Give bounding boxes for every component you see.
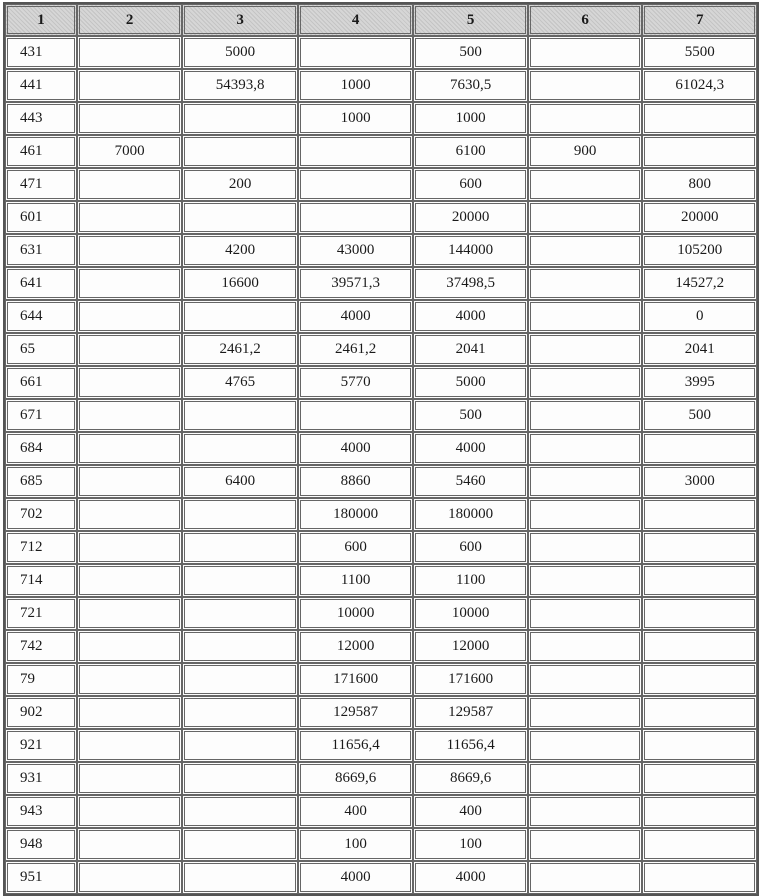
table-cell: 2041 (642, 333, 757, 366)
table-row (5, 729, 757, 762)
table-cell: 500 (413, 399, 528, 432)
table-row (5, 531, 757, 564)
table-cell (182, 861, 298, 894)
account-code-cell: 471 (5, 168, 77, 201)
table-cell (182, 828, 298, 861)
account-code-cell: 951 (5, 861, 77, 894)
header-row (5, 4, 757, 36)
table-cell (182, 399, 298, 432)
table-cell (182, 663, 298, 696)
table-row (5, 333, 757, 366)
table-cell: 100 (298, 828, 414, 861)
table-cell: 171600 (298, 663, 414, 696)
table-cell: 200 (182, 168, 298, 201)
table-cell (182, 696, 298, 729)
table-cell (642, 663, 757, 696)
table-row (5, 630, 757, 663)
table-cell (528, 168, 643, 201)
account-code-cell: 601 (5, 201, 77, 234)
account-code-cell: 684 (5, 432, 77, 465)
table-cell (642, 102, 757, 135)
table-cell (77, 234, 182, 267)
table-cell: 1000 (413, 102, 528, 135)
table-cell (77, 465, 182, 498)
table-cell: 500 (642, 399, 757, 432)
table-cell: 10000 (413, 597, 528, 630)
table-cell (77, 564, 182, 597)
table-cell (528, 795, 643, 828)
table-cell (642, 861, 757, 894)
table-cell: 1000 (298, 69, 414, 102)
table-row (5, 696, 757, 729)
table-cell: 11656,4 (298, 729, 414, 762)
table-cell: 400 (298, 795, 414, 828)
table-cell: 600 (298, 531, 414, 564)
column-header: 2 (77, 4, 182, 36)
column-header: 3 (182, 4, 298, 36)
table-cell (528, 201, 643, 234)
document-sheet (3, 2, 759, 885)
account-code-cell: 714 (5, 564, 77, 597)
table-row (5, 69, 757, 102)
table-cell (528, 432, 643, 465)
table-cell (182, 300, 298, 333)
table-cell: 11656,4 (413, 729, 528, 762)
column-header: 5 (413, 4, 528, 36)
table-row (5, 597, 757, 630)
table-cell: 14527,2 (642, 267, 757, 300)
ledger-table (3, 2, 759, 896)
account-code-cell: 65 (5, 333, 77, 366)
account-code-cell: 644 (5, 300, 77, 333)
table-cell (182, 795, 298, 828)
column-header: 6 (528, 4, 643, 36)
table-cell (182, 564, 298, 597)
table-cell: 12000 (413, 630, 528, 663)
table-cell (642, 630, 757, 663)
account-code-cell: 712 (5, 531, 77, 564)
table-row (5, 36, 757, 69)
table-cell (77, 795, 182, 828)
table-cell: 7630,5 (413, 69, 528, 102)
table-row (5, 795, 757, 828)
table-cell (528, 465, 643, 498)
table-cell: 180000 (298, 498, 414, 531)
table-cell (642, 564, 757, 597)
table-cell: 3995 (642, 366, 757, 399)
account-code-cell: 79 (5, 663, 77, 696)
table-cell (182, 630, 298, 663)
table-cell (77, 663, 182, 696)
table-cell: 5500 (642, 36, 757, 69)
table-cell (182, 432, 298, 465)
table-row (5, 366, 757, 399)
table-cell: 600 (413, 531, 528, 564)
column-header: 4 (298, 4, 414, 36)
table-cell (77, 696, 182, 729)
table-cell (77, 531, 182, 564)
table-cell: 129587 (413, 696, 528, 729)
account-code-cell: 902 (5, 696, 77, 729)
table-cell: 180000 (413, 498, 528, 531)
table-cell: 4200 (182, 234, 298, 267)
table-cell: 39571,3 (298, 267, 414, 300)
table-cell (182, 729, 298, 762)
table-cell (298, 36, 414, 69)
account-code-cell: 443 (5, 102, 77, 135)
table-cell: 4000 (413, 300, 528, 333)
table-cell: 1100 (298, 564, 414, 597)
table-cell: 5000 (182, 36, 298, 69)
table-cell (182, 102, 298, 135)
account-code-cell: 671 (5, 399, 77, 432)
table-cell (77, 366, 182, 399)
table-row (5, 564, 757, 597)
table-cell (182, 762, 298, 795)
table-cell (528, 663, 643, 696)
table-cell (298, 399, 414, 432)
table-cell (77, 201, 182, 234)
table-cell: 3000 (642, 465, 757, 498)
table-cell (528, 861, 643, 894)
table-cell (528, 729, 643, 762)
table-cell (77, 399, 182, 432)
table-cell (642, 828, 757, 861)
table-row (5, 762, 757, 795)
table-cell: 1100 (413, 564, 528, 597)
account-code-cell: 721 (5, 597, 77, 630)
table-cell (77, 762, 182, 795)
account-code-cell: 461 (5, 135, 77, 168)
table-cell (77, 630, 182, 663)
table-cell (182, 597, 298, 630)
table-cell: 20000 (642, 201, 757, 234)
table-row (5, 465, 757, 498)
table-cell (528, 762, 643, 795)
table-cell (77, 432, 182, 465)
table-cell (528, 366, 643, 399)
table-cell (528, 597, 643, 630)
table-cell (528, 267, 643, 300)
table-cell: 4000 (413, 432, 528, 465)
table-cell (298, 201, 414, 234)
table-cell: 105200 (642, 234, 757, 267)
table-cell (77, 267, 182, 300)
table-cell: 6400 (182, 465, 298, 498)
table-row (5, 201, 757, 234)
table-cell: 129587 (298, 696, 414, 729)
account-code-cell: 641 (5, 267, 77, 300)
table-cell (77, 729, 182, 762)
table-cell: 54393,8 (182, 69, 298, 102)
table-cell (528, 498, 643, 531)
table-cell (528, 399, 643, 432)
table-cell (528, 630, 643, 663)
account-code-cell: 431 (5, 36, 77, 69)
table-cell (642, 135, 757, 168)
table-cell (642, 696, 757, 729)
table-cell: 4000 (298, 300, 414, 333)
table-cell (77, 300, 182, 333)
table-row (5, 135, 757, 168)
table-row (5, 102, 757, 135)
table-header (5, 4, 757, 36)
account-code-cell: 931 (5, 762, 77, 795)
table-cell (182, 135, 298, 168)
table-cell: 5460 (413, 465, 528, 498)
table-cell (528, 102, 643, 135)
table-cell (77, 597, 182, 630)
table-cell (528, 36, 643, 69)
table-cell: 2461,2 (298, 333, 414, 366)
table-row (5, 432, 757, 465)
table-row (5, 300, 757, 333)
table-cell: 8669,6 (413, 762, 528, 795)
table-cell (528, 531, 643, 564)
table-cell (77, 168, 182, 201)
table-cell (77, 36, 182, 69)
table-cell: 20000 (413, 201, 528, 234)
account-code-cell: 921 (5, 729, 77, 762)
table-cell: 8860 (298, 465, 414, 498)
table-cell (77, 69, 182, 102)
table-cell: 6100 (413, 135, 528, 168)
table-row (5, 234, 757, 267)
table-cell (182, 201, 298, 234)
table-cell (298, 135, 414, 168)
table-cell: 900 (528, 135, 643, 168)
table-row (5, 168, 757, 201)
table-cell: 4000 (413, 861, 528, 894)
table-cell: 43000 (298, 234, 414, 267)
table-cell: 7000 (77, 135, 182, 168)
account-code-cell: 943 (5, 795, 77, 828)
table-row (5, 663, 757, 696)
table-cell: 12000 (298, 630, 414, 663)
table-cell: 10000 (298, 597, 414, 630)
table-cell: 2461,2 (182, 333, 298, 366)
table-cell: 8669,6 (298, 762, 414, 795)
table-cell (642, 531, 757, 564)
account-code-cell: 702 (5, 498, 77, 531)
table-cell (528, 333, 643, 366)
table-cell (528, 696, 643, 729)
table-cell (182, 531, 298, 564)
table-row (5, 498, 757, 531)
table-cell (642, 432, 757, 465)
table-cell: 100 (413, 828, 528, 861)
table-body (5, 36, 757, 894)
table-cell: 400 (413, 795, 528, 828)
table-cell: 1000 (298, 102, 414, 135)
table-cell (77, 861, 182, 894)
table-cell (298, 168, 414, 201)
table-cell (642, 729, 757, 762)
account-code-cell: 685 (5, 465, 77, 498)
table-cell: 171600 (413, 663, 528, 696)
table-cell (528, 234, 643, 267)
column-header: 1 (5, 4, 77, 36)
table-row (5, 267, 757, 300)
table-cell (182, 498, 298, 531)
account-code-cell: 742 (5, 630, 77, 663)
table-cell: 4000 (298, 861, 414, 894)
table-cell (528, 300, 643, 333)
table-cell (642, 762, 757, 795)
table-cell: 5000 (413, 366, 528, 399)
column-header: 7 (642, 4, 757, 36)
table-cell: 16600 (182, 267, 298, 300)
account-code-cell: 661 (5, 366, 77, 399)
table-cell (642, 498, 757, 531)
account-code-cell: 441 (5, 69, 77, 102)
table-cell (528, 69, 643, 102)
table-cell: 600 (413, 168, 528, 201)
table-cell (77, 828, 182, 861)
table-cell: 144000 (413, 234, 528, 267)
table-cell: 4000 (298, 432, 414, 465)
account-code-cell: 948 (5, 828, 77, 861)
table-cell: 61024,3 (642, 69, 757, 102)
table-cell: 0 (642, 300, 757, 333)
table-cell (77, 498, 182, 531)
table-cell (642, 597, 757, 630)
table-cell (77, 102, 182, 135)
table-cell: 37498,5 (413, 267, 528, 300)
table-row (5, 861, 757, 894)
table-cell: 2041 (413, 333, 528, 366)
table-cell: 4765 (182, 366, 298, 399)
table-row (5, 828, 757, 861)
table-cell: 800 (642, 168, 757, 201)
table-cell: 500 (413, 36, 528, 69)
account-code-cell: 631 (5, 234, 77, 267)
table-cell (77, 333, 182, 366)
table-cell (528, 828, 643, 861)
table-cell (528, 564, 643, 597)
table-cell: 5770 (298, 366, 414, 399)
table-cell (642, 795, 757, 828)
table-row (5, 399, 757, 432)
